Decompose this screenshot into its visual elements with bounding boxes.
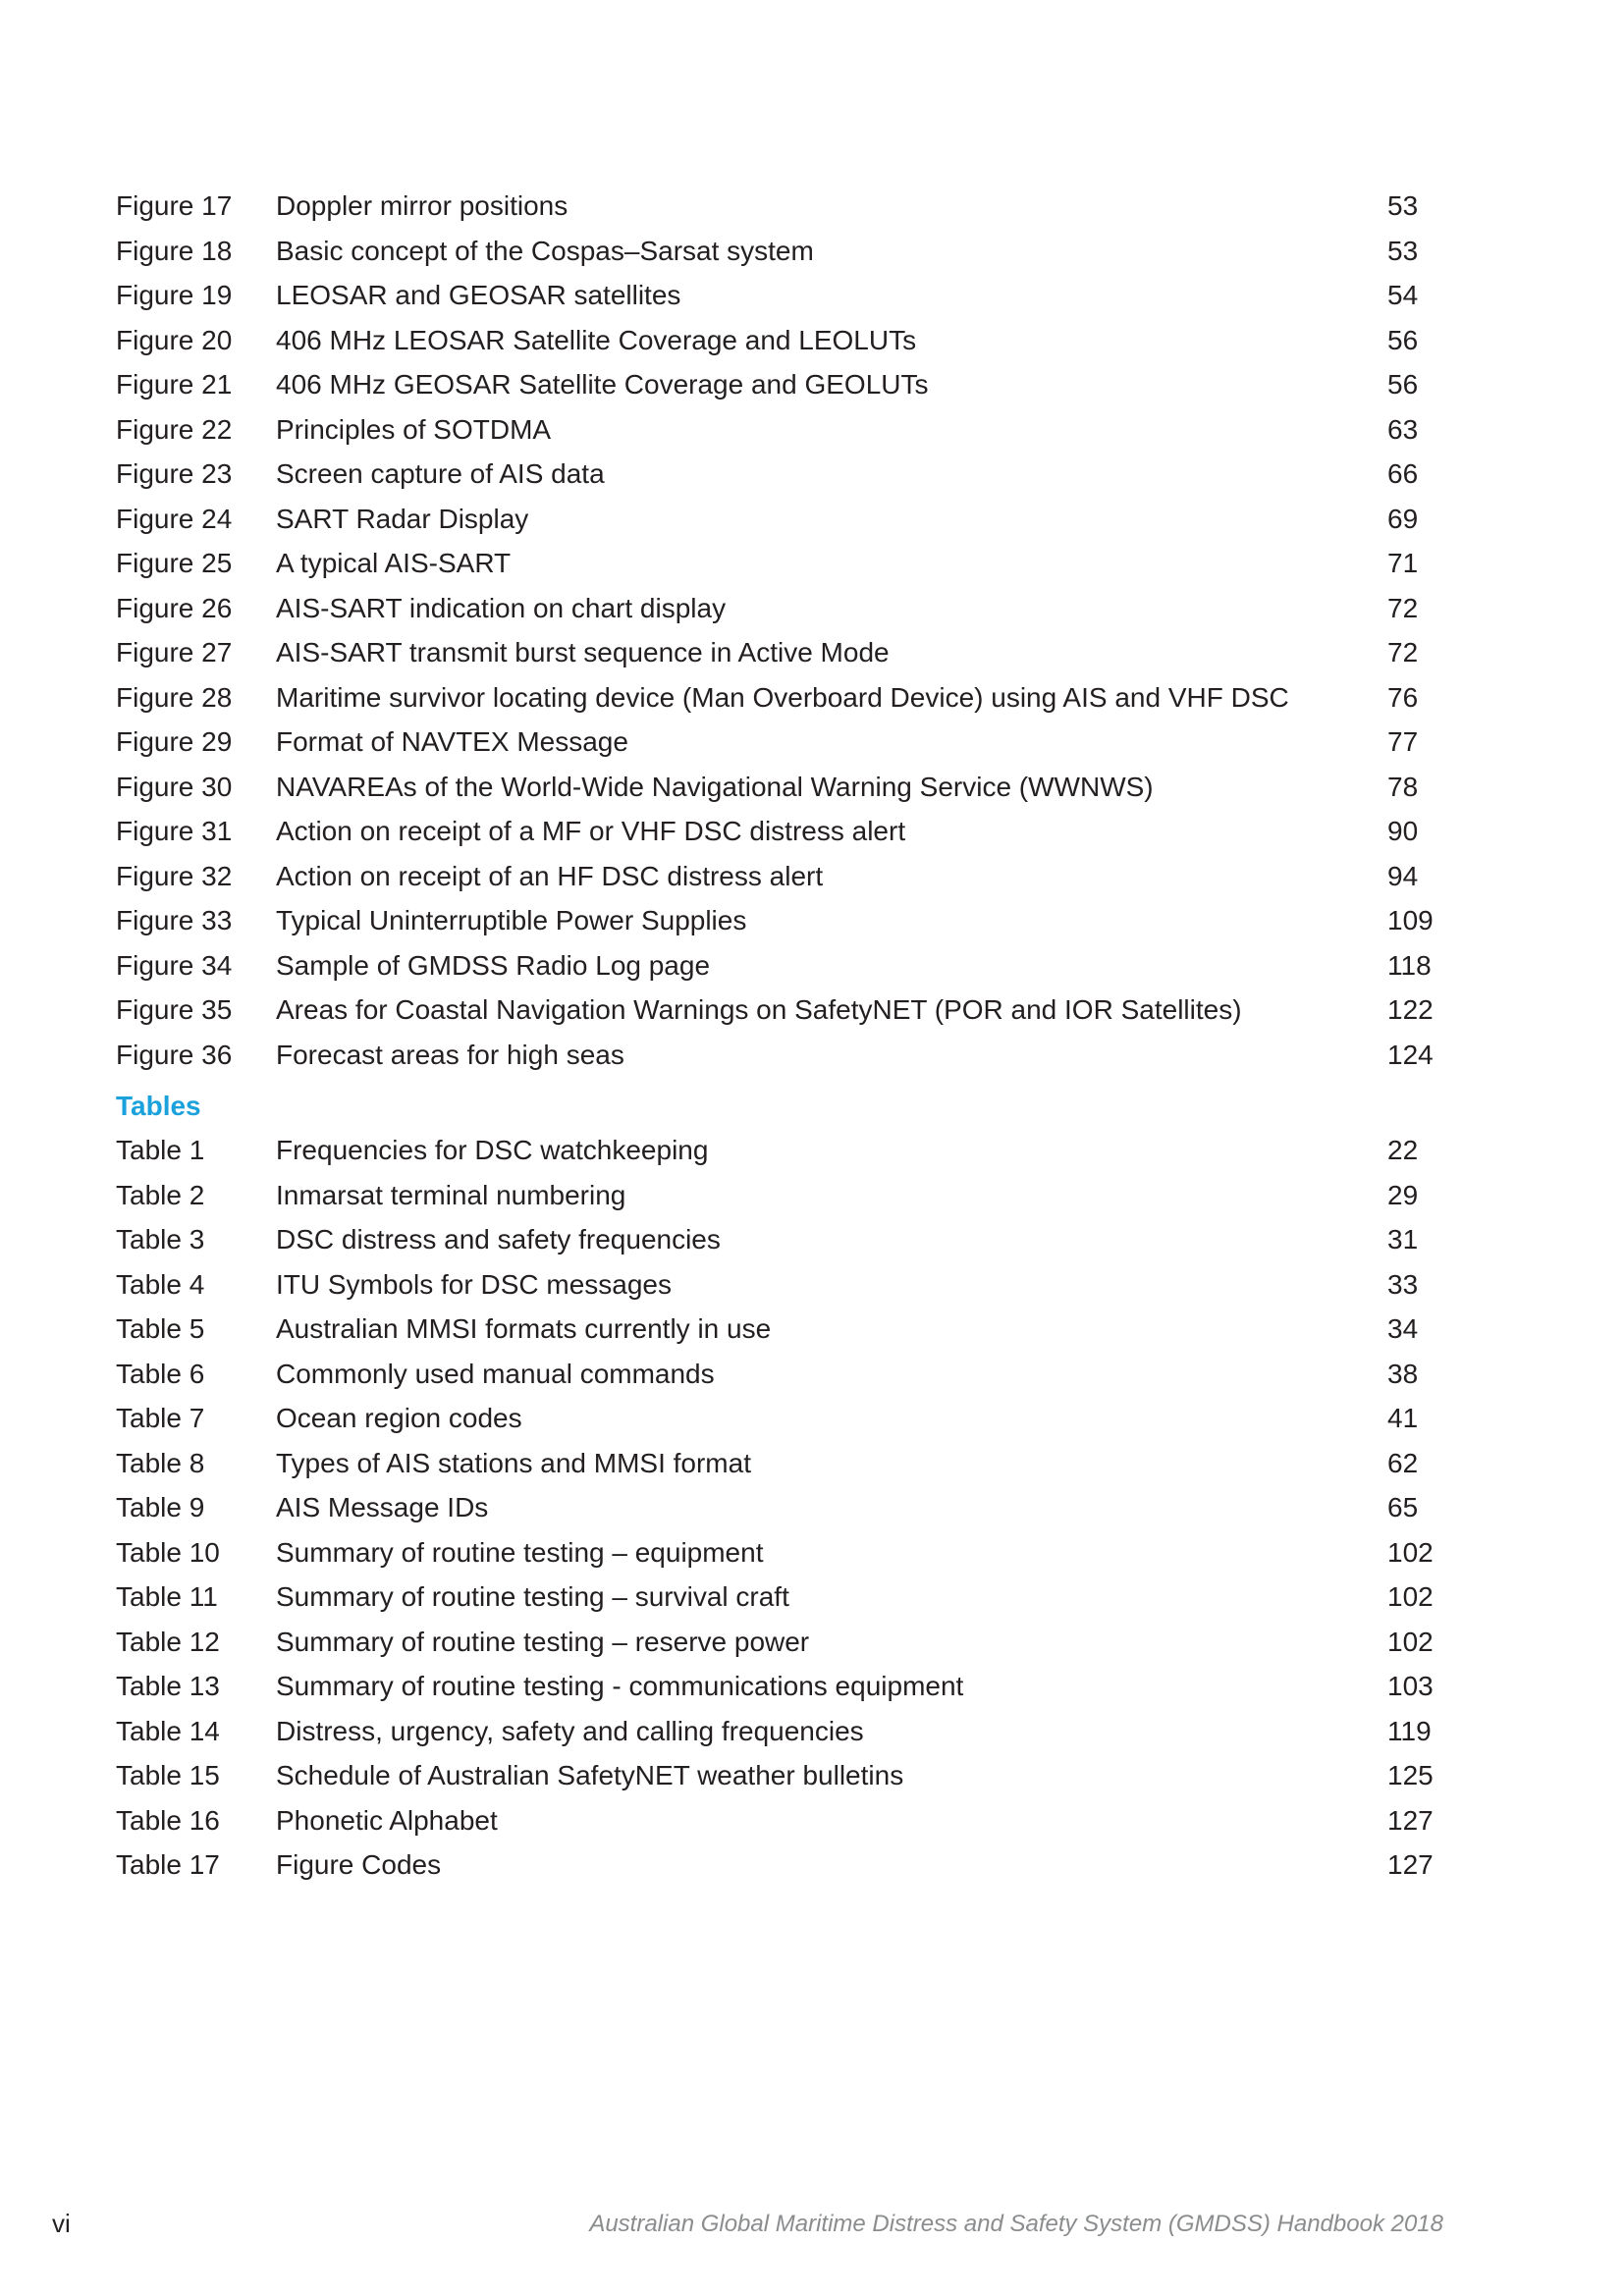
entry-page-number: 124	[1387, 1039, 1434, 1070]
entry-title: Sample of GMDSS Radio Log page	[276, 949, 711, 981]
entry-label: Table 12	[116, 1626, 220, 1657]
figure-entry[interactable]	[116, 586, 1432, 631]
entry-page-number: 127	[1387, 1849, 1434, 1880]
entry-title: Summary of routine testing - communications equipment	[276, 1671, 964, 1701]
figure-entry[interactable]	[116, 765, 1432, 810]
figure-entry[interactable]	[116, 854, 1432, 899]
entry-label: Table 11	[116, 1581, 218, 1612]
entry-label: Figure 34	[116, 949, 233, 981]
entry-label: Table 5	[116, 1313, 205, 1344]
entry-title: A typical AIS-SART	[276, 548, 512, 578]
figure-entry[interactable]	[116, 362, 1432, 407]
entry-label: Figure 27	[116, 637, 233, 667]
entry-label: Table 1	[116, 1135, 205, 1165]
entry-page-number: 63	[1387, 413, 1419, 445]
entry-label: Figure 28	[116, 681, 233, 713]
entry-page-number: 66	[1387, 458, 1419, 489]
entry-page-number: 41	[1387, 1403, 1419, 1433]
entry-title: Screen capture of AIS data	[276, 458, 605, 489]
entry-label: Table 9	[116, 1492, 205, 1522]
entry-title: Summary of routine testing – reserve power	[276, 1626, 810, 1657]
entry-label: Table 14	[116, 1715, 220, 1746]
figure-entry[interactable]	[116, 452, 1432, 497]
footer-document-title: Australian Global Maritime Distress and Safety System (GMDSS) Handbook 2018	[589, 2211, 1443, 2237]
entry-label: Figure 24	[116, 503, 233, 534]
footer-page-number: vi	[52, 2209, 71, 2238]
entry-label: Table 2	[116, 1179, 205, 1210]
entry-title: Figure Codes	[276, 1849, 442, 1880]
tables-section-heading: Tables	[116, 1091, 201, 1121]
entry-title: Phonetic Alphabet	[276, 1804, 498, 1836]
entry-label: Table 17	[116, 1849, 220, 1880]
entry-title: DSC distress and safety frequencies	[276, 1224, 721, 1255]
figure-entry[interactable]	[116, 184, 1432, 229]
entry-page-number: 69	[1387, 503, 1419, 534]
entry-page-number: 22	[1387, 1135, 1419, 1165]
entry-label: Figure 19	[116, 280, 233, 310]
entry-page-number: 31	[1387, 1224, 1419, 1255]
table-entry[interactable]	[116, 1173, 1432, 1218]
entry-page-number: 118	[1387, 949, 1432, 981]
entry-page-number: 29	[1387, 1179, 1419, 1210]
entry-page-number: 103	[1387, 1671, 1434, 1701]
figure-entry[interactable]	[116, 497, 1432, 542]
entry-page-number: 38	[1387, 1358, 1419, 1389]
entry-label: Figure 30	[116, 771, 233, 802]
entry-page-number: 122	[1387, 994, 1434, 1025]
entry-label: Table 3	[116, 1224, 205, 1255]
entry-label: Figure 25	[116, 548, 233, 578]
figure-entry[interactable]	[116, 318, 1432, 363]
entry-page-number: 125	[1387, 1760, 1434, 1790]
entry-title: 406 MHz GEOSAR Satellite Coverage and GEOLUTs	[276, 369, 929, 400]
entry-title: Summary of routine testing – equipment	[276, 1536, 764, 1568]
figure-entry[interactable]	[116, 229, 1432, 274]
entry-page-number: 102	[1387, 1626, 1434, 1657]
entry-label: Table 8	[116, 1447, 205, 1478]
table-entry[interactable]	[116, 1798, 1432, 1843]
table-entry[interactable]	[116, 1620, 1432, 1665]
entry-title: AIS Message IDs	[276, 1492, 489, 1522]
entry-title: Action on receipt of an HF DSC distress alert	[276, 860, 824, 891]
entry-page-number: 56	[1387, 369, 1419, 400]
entry-title: Distress, urgency, safety and calling frequencies	[276, 1715, 864, 1746]
entry-title: Types of AIS stations and MMSI format	[276, 1447, 751, 1478]
figure-entry[interactable]	[116, 809, 1432, 854]
entry-page-number: 77	[1387, 726, 1419, 757]
entry-label: Table 16	[116, 1804, 220, 1836]
entry-page-number: 33	[1387, 1268, 1419, 1300]
entry-label: Figure 17	[116, 190, 233, 221]
entry-title: Format of NAVTEX Message	[276, 726, 628, 757]
table-entry[interactable]	[116, 1396, 1432, 1441]
figure-entry[interactable]	[116, 675, 1432, 721]
entry-label: Figure 22	[116, 413, 233, 445]
entry-page-number: 119	[1387, 1715, 1432, 1746]
table-entry[interactable]	[116, 1753, 1432, 1798]
entry-title: AIS-SART transmit burst sequence in Active Mode	[276, 637, 890, 667]
table-entry[interactable]	[116, 1352, 1432, 1397]
entry-page-number: 34	[1387, 1313, 1419, 1344]
entry-page-number: 72	[1387, 592, 1419, 623]
entry-label: Table 4	[116, 1268, 205, 1300]
entry-title: Inmarsat terminal numbering	[276, 1179, 626, 1210]
table-entry[interactable]	[116, 1128, 1432, 1173]
table-entry[interactable]	[116, 1217, 1432, 1262]
entry-page-number: 54	[1387, 280, 1419, 310]
entry-page-number: 94	[1387, 860, 1419, 891]
entry-title: Summary of routine testing – survival craft	[276, 1581, 789, 1612]
entry-label: Figure 21	[116, 369, 233, 400]
figure-entry[interactable]	[116, 630, 1432, 675]
entry-title: Principles of SOTDMA	[276, 413, 552, 445]
entry-page-number: 109	[1387, 905, 1434, 935]
table-entry[interactable]	[116, 1441, 1432, 1486]
entry-title: Maritime survivor locating device (Man Overboard Device) using AIS and VHF DSC	[276, 681, 1289, 713]
entry-label: Figure 31	[116, 816, 233, 846]
entry-title: ITU Symbols for DSC messages	[276, 1268, 672, 1300]
entry-label: Figure 32	[116, 860, 233, 891]
table-entry[interactable]	[116, 1664, 1432, 1709]
entry-label: Figure 18	[116, 235, 233, 266]
figure-entry[interactable]	[116, 541, 1432, 586]
entry-title: 406 MHz LEOSAR Satellite Coverage and LEOLUTs	[276, 324, 917, 355]
entry-title: Ocean region codes	[276, 1403, 522, 1433]
entry-label: Figure 26	[116, 592, 233, 623]
entry-page-number: 56	[1387, 324, 1419, 355]
figure-entry[interactable]	[116, 1033, 1432, 1078]
table-entry[interactable]	[116, 1842, 1432, 1888]
entry-title: Forecast areas for high seas	[276, 1039, 624, 1070]
entry-title: Basic concept of the Cospas–Sarsat system	[276, 235, 814, 266]
tables-list	[116, 1128, 1432, 1888]
entry-page-number: 78	[1387, 771, 1419, 802]
entry-title: Australian MMSI formats currently in use	[276, 1313, 772, 1344]
entry-label: Table 7	[116, 1403, 205, 1433]
table-entry[interactable]	[116, 1307, 1432, 1352]
entry-title: Action on receipt of a MF or VHF DSC distress alert	[276, 816, 906, 846]
entry-label: Table 15	[116, 1760, 220, 1790]
figure-entry[interactable]	[116, 898, 1432, 943]
entry-label: Figure 35	[116, 994, 233, 1025]
table-entry[interactable]	[116, 1575, 1432, 1620]
entry-title: AIS-SART indication on chart display	[276, 592, 727, 623]
entry-label: Figure 36	[116, 1039, 233, 1070]
entry-title: SART Radar Display	[276, 503, 529, 534]
figure-entry[interactable]	[116, 988, 1432, 1033]
entry-title: Typical Uninterruptible Power Supplies	[276, 905, 747, 935]
entry-page-number: 62	[1387, 1447, 1419, 1478]
table-entry[interactable]	[116, 1485, 1432, 1530]
entry-label: Figure 29	[116, 726, 233, 757]
table-entry[interactable]	[116, 1530, 1432, 1575]
entry-page-number: 102	[1387, 1536, 1434, 1568]
entry-label: Table 10	[116, 1536, 220, 1568]
entry-page-number: 71	[1387, 548, 1419, 578]
entry-title: Frequencies for DSC watchkeeping	[276, 1135, 709, 1165]
entry-title: Areas for Coastal Navigation Warnings on SafetyNET (POR and IOR Satellites)	[276, 994, 1242, 1025]
entry-title: Commonly used manual commands	[276, 1358, 715, 1389]
entry-title: Schedule of Australian SafetyNET weather bulletins	[276, 1760, 904, 1790]
figures-list	[116, 184, 1432, 1077]
entry-page-number: 102	[1387, 1581, 1434, 1612]
figure-entry[interactable]	[116, 720, 1432, 765]
entry-page-number: 127	[1387, 1804, 1434, 1836]
entry-label: Figure 20	[116, 324, 233, 355]
entry-page-number: 76	[1387, 681, 1419, 713]
entry-page-number: 90	[1387, 816, 1419, 846]
entry-page-number: 65	[1387, 1492, 1419, 1522]
entry-title: NAVAREAs of the World-Wide Navigational Warning Service (WWNWS)	[276, 771, 1154, 802]
entry-label: Figure 23	[116, 458, 233, 489]
entry-title: Doppler mirror positions	[276, 190, 568, 221]
entry-label: Figure 33	[116, 905, 233, 935]
entry-label: Table 13	[116, 1671, 220, 1701]
table-entry[interactable]	[116, 1262, 1432, 1308]
entry-label: Table 6	[116, 1358, 205, 1389]
entry-page-number: 53	[1387, 235, 1419, 266]
entry-page-number: 72	[1387, 637, 1419, 667]
figure-entry[interactable]	[116, 943, 1432, 988]
figure-entry[interactable]	[116, 407, 1432, 453]
entry-title: LEOSAR and GEOSAR satellites	[276, 280, 681, 310]
entry-page-number: 53	[1387, 190, 1419, 221]
table-entry[interactable]	[116, 1709, 1432, 1754]
figure-entry[interactable]	[116, 273, 1432, 318]
